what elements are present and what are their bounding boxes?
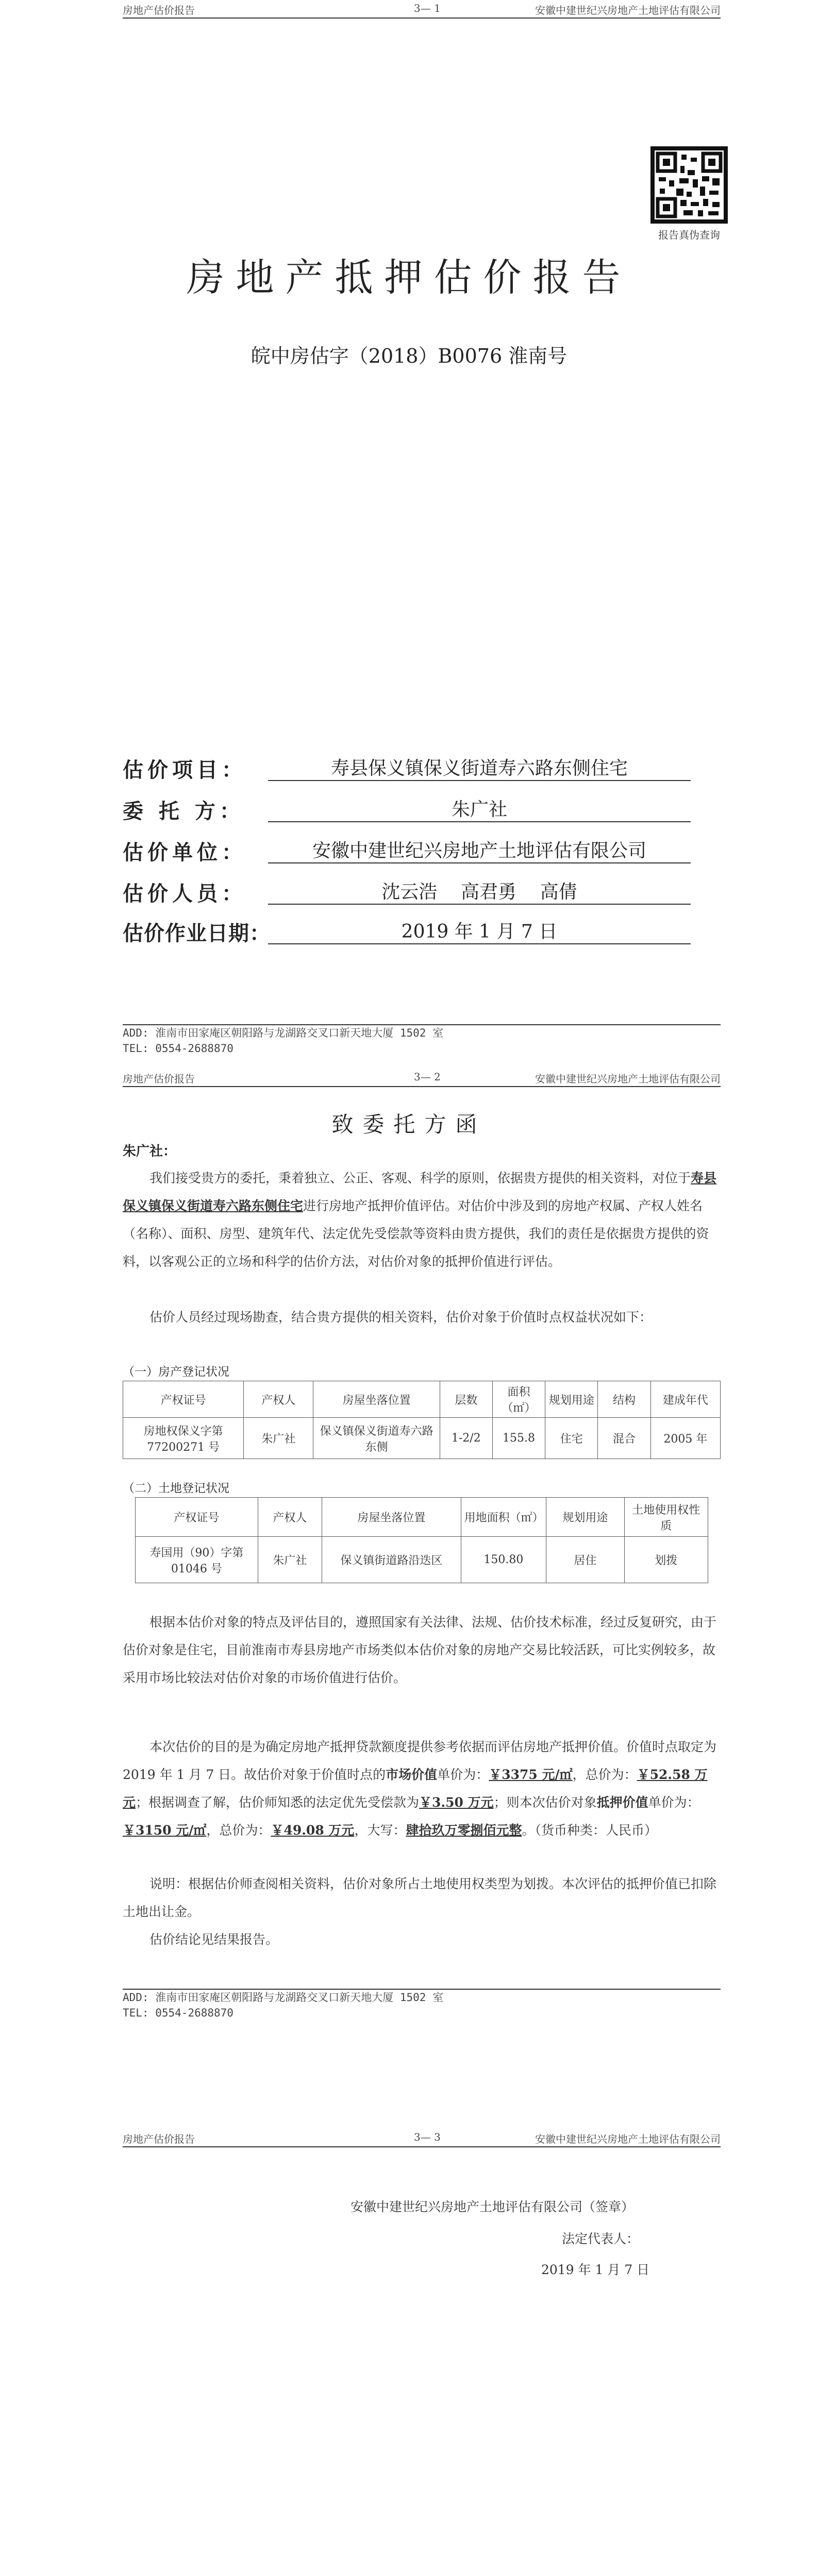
paragraph-1 bbox=[123, 1164, 721, 1276]
item-label-project: 估价项目： bbox=[123, 758, 246, 782]
market-total-price: ￥52.58 万元 bbox=[123, 1767, 708, 1810]
table-header-cell: 规划用途 bbox=[545, 1381, 598, 1418]
table-header-cell: 产权证号 bbox=[136, 1498, 258, 1537]
para4-text: 。（货币种类：人民币） bbox=[522, 1823, 657, 1838]
table-row bbox=[136, 1537, 708, 1583]
mortgage-unit-price: ￥3150 元/㎡ bbox=[123, 1823, 207, 1838]
table-header-cell: 层数 bbox=[440, 1381, 492, 1418]
para4-text: ；则本次估价对象 bbox=[493, 1795, 597, 1810]
paragraph-5: 说明：根据估价师查阅相关资料，估价对象所占土地使用权类型为划拨。本次评估的抵押价值已扣除土地出让金。 bbox=[123, 1876, 717, 1919]
legal-representative: 法定代表人： bbox=[562, 2231, 640, 2246]
item-label-appraisers: 估价人员： bbox=[123, 882, 246, 906]
page-footer bbox=[123, 1989, 721, 2021]
table-cell: 划拨 bbox=[624, 1537, 708, 1583]
table-header-cell: 产权证号 bbox=[123, 1381, 244, 1418]
priority-claim: ￥3.50 万元 bbox=[419, 1795, 494, 1810]
table-cell: 150.80 bbox=[461, 1537, 546, 1583]
header-right: 安徽中建世纪兴房地产土地评估有限公司 bbox=[535, 2133, 721, 2145]
footer-address: ADD: 淮南市田家庵区朝阳路与龙湖路交叉口新天地大厦 1502 室 bbox=[123, 1027, 444, 1039]
item-value-appraisers: 沈云浩 高君勇 高倩 bbox=[268, 877, 691, 905]
page-header bbox=[123, 0, 721, 19]
item-label-work-date: 估价作业日期： bbox=[123, 921, 271, 945]
table-header-cell: 房屋坐落位置 bbox=[322, 1498, 461, 1537]
page-1 bbox=[0, 0, 818, 1055]
header-left: 房地产估价报告 bbox=[123, 1073, 195, 1085]
table-cell: 保义镇街道路沿迭区 bbox=[322, 1537, 461, 1583]
table-cell: 住宅 bbox=[545, 1418, 598, 1459]
item-value-client: 朱广社 bbox=[268, 795, 691, 822]
para4-text: 本次估价的目的是为确定房地产抵押贷款额度提供参考依据而评估房地产抵押价值。价值时点取定为 2019 年 1 月 7 日。故估价对象于价值时点的 bbox=[123, 1739, 717, 1782]
para4-text: 单价为： bbox=[437, 1767, 489, 1782]
page-header bbox=[123, 1069, 721, 1087]
report-number: 皖中房估字（2018）B0076 淮南号 bbox=[251, 345, 567, 367]
table-cell: 朱广社 bbox=[244, 1418, 313, 1459]
letter-title: 致委托方函 bbox=[331, 1112, 487, 1137]
table-header-cell: 土地使用权性质 bbox=[624, 1498, 708, 1537]
header-right: 安徽中建世纪兴房地产土地评估有限公司 bbox=[535, 4, 721, 16]
table-header-cell: 规划用途 bbox=[546, 1498, 624, 1537]
mortgage-total-price: ￥49.08 万元 bbox=[271, 1823, 355, 1838]
para4-text: ，总价为： bbox=[206, 1823, 271, 1838]
house-registration-table bbox=[123, 1381, 721, 1459]
footer-tel: TEL: 0554-2688870 bbox=[123, 2007, 233, 2019]
para1-text-b: 进行房地产抵押价值评估。对估价中涉及到的房地产权属、产权人姓名（名称）、面积、房型、建筑年代、法定优先受偿款等资料由贵方提供，我们的责任是依据贵方提供的资料，以客观公正的立场和科学的估价方法，对估价对象的抵押价值进行评估。 bbox=[123, 1198, 709, 1269]
header-center: 3— 1 bbox=[414, 2, 441, 14]
item-label-client: 委 托 方： bbox=[123, 799, 244, 823]
table-header-cell: 结构 bbox=[598, 1381, 650, 1418]
table-cell: 居住 bbox=[546, 1537, 624, 1583]
land-registration-table bbox=[135, 1497, 708, 1583]
header-center: 3— 2 bbox=[414, 1071, 441, 1083]
para4-text: 单价为： bbox=[648, 1795, 700, 1810]
table-header-row bbox=[123, 1381, 721, 1418]
table-cell: 155.8 bbox=[492, 1418, 545, 1459]
table1-title: （一）房产登记状况 bbox=[123, 1365, 229, 1379]
header-left: 房地产估价报告 bbox=[123, 4, 195, 16]
market-value-label: 市场价值 bbox=[386, 1767, 438, 1782]
table-header-cell: 用地面积（㎡） bbox=[461, 1498, 546, 1537]
header-left: 房地产估价报告 bbox=[123, 2133, 195, 2145]
signature-company: 安徽中建世纪兴房地产土地评估有限公司（签章） bbox=[350, 2199, 635, 2214]
table-cell: 房地权保义字第 77200271 号 bbox=[123, 1418, 244, 1459]
para1-property-address: 寿县保义镇保义街道寿六路东侧住宅 bbox=[123, 1171, 717, 1213]
para4-text: ，大写： bbox=[354, 1823, 406, 1838]
table-header-cell: 产权人 bbox=[258, 1498, 322, 1537]
item-value-appraiser-unit: 安徽中建世纪兴房地产土地评估有限公司 bbox=[268, 836, 691, 863]
mortgage-value-label: 抵押价值 bbox=[596, 1795, 648, 1810]
page-3 bbox=[0, 2129, 818, 2576]
paragraph-6: 估价结论见结果报告。 bbox=[149, 1932, 279, 1947]
table-cell: 朱广社 bbox=[258, 1537, 322, 1583]
header-right: 安徽中建世纪兴房地产土地评估有限公司 bbox=[535, 1073, 721, 1085]
paragraph-3: 根据本估价对象的特点及评估目的，遵照国家有关法律、法规、估价技术标准，经过反复研究，由于估价对象是住宅，目前淮南市寿县房地产市场类似本估价对象的房地产交易比较活跃，可比实例较多，故采用市场比较法对估价对象的市场价值进行估价。 bbox=[123, 1615, 717, 1685]
signature-date: 2019 年 1 月 7 日 bbox=[541, 2262, 650, 2277]
table-header-cell: 面积（㎡） bbox=[492, 1381, 545, 1418]
table-cell: 混合 bbox=[598, 1418, 650, 1459]
table-cell: 1-2/2 bbox=[440, 1418, 492, 1459]
table-cell: 寿国用（90）字第 01046 号 bbox=[136, 1537, 258, 1583]
paragraph-4 bbox=[123, 1733, 721, 1844]
table2-title: （二）土地登记状况 bbox=[123, 1482, 229, 1495]
item-label-appraiser-unit: 估价单位： bbox=[123, 840, 246, 865]
table-header-cell: 建成年代 bbox=[650, 1381, 720, 1418]
table-header-cell: 房屋坐落位置 bbox=[313, 1381, 440, 1418]
table-header-cell: 产权人 bbox=[244, 1381, 313, 1418]
page-2 bbox=[0, 1069, 818, 2099]
market-unit-price: ￥3375 元/㎡ bbox=[489, 1767, 573, 1782]
header-center: 3— 3 bbox=[414, 2131, 441, 2143]
item-value-project: 寿县保义镇保义街道寿六路东侧住宅 bbox=[268, 754, 691, 781]
page-header bbox=[123, 2129, 721, 2147]
table-cell: 2005 年 bbox=[650, 1418, 720, 1459]
table-cell: 保义镇保义街道寿六路东侧 bbox=[313, 1418, 440, 1459]
table-header-row bbox=[136, 1498, 708, 1537]
para1-text-a: 我们接受贵方的委托，秉着独立、公正、客观、科学的原则，依据贵方提供的相关资料，对位于 bbox=[149, 1171, 691, 1185]
paragraph-2: 估价人员经过现场勘查，结合贵方提供的相关资料，估价对象于价值时点权益状况如下： bbox=[149, 1310, 653, 1325]
qr-pattern-icon bbox=[655, 150, 724, 219]
mortgage-total-uppercase: 肆拾玖万零捌佰元整 bbox=[406, 1823, 522, 1838]
page-footer bbox=[123, 1024, 721, 1056]
qr-code-icon[interactable] bbox=[650, 146, 728, 224]
footer-address: ADD: 淮南市田家庵区朝阳路与龙湖路交叉口新天地大厦 1502 室 bbox=[123, 1991, 444, 2004]
footer-tel: TEL: 0554-2688870 bbox=[123, 1042, 233, 1055]
addressee: 朱广社： bbox=[123, 1144, 177, 1159]
item-value-work-date: 2019 年 1 月 7 日 bbox=[268, 917, 691, 944]
qr-caption: 报告真伪查询 bbox=[658, 229, 720, 241]
para4-text: ；根据调查了解，估价师知悉的法定优先受偿款为 bbox=[136, 1795, 420, 1810]
table-row bbox=[123, 1418, 721, 1459]
report-title: 房地产抵押估价报告 bbox=[186, 256, 632, 300]
para4-text: ，总价为： bbox=[572, 1767, 637, 1782]
